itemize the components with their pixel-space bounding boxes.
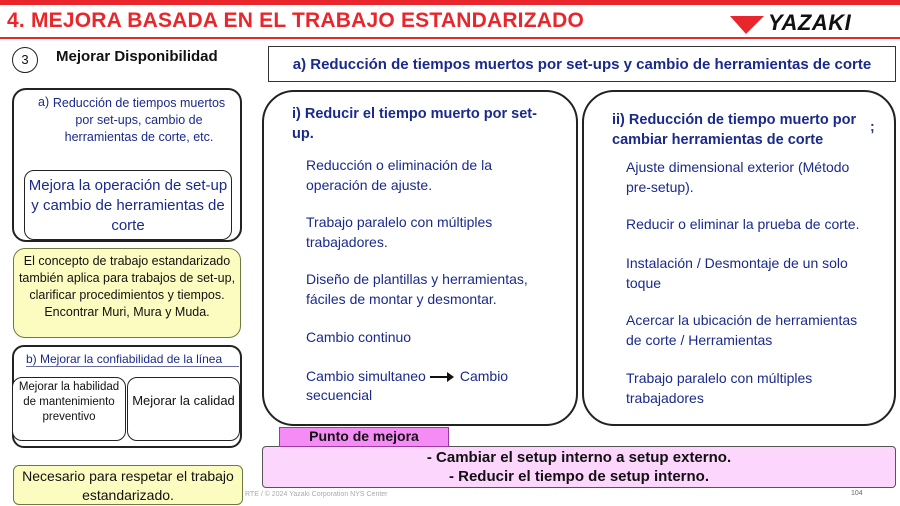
setup-improvement-box: Mejora la operación de set-up y cambio de herramientas de corte <box>24 170 232 240</box>
item-b-underline <box>26 366 239 367</box>
top-accent-bar <box>0 0 900 5</box>
arrow-right-icon <box>430 372 454 382</box>
page-title: 4. MEJORA BASADA EN EL TRABAJO ESTANDARIZADO <box>7 9 585 32</box>
improvement-line-2: - Reducir el tiempo de setup interno. <box>448 468 710 485</box>
logo-text: YAZAKI <box>768 10 852 35</box>
section-number: 3 <box>12 47 38 73</box>
setup-item-5-tail: secuencial <box>306 387 373 403</box>
setup-item-4: Cambio continuo <box>306 329 412 345</box>
cutting-item-2: Reducir o eliminar la prueba de corte. <box>626 216 860 232</box>
improvement-label: Punto de mejora <box>279 427 449 447</box>
setup-item-3: Diseño de plantillas y herramientas, fáciles de montar y desmontar. <box>306 271 528 307</box>
setup-item-1: Reducción o eliminación de la operación de ajuste. <box>306 157 492 193</box>
yazaki-logo-mark <box>730 16 764 34</box>
setup-item-5-from: Cambio simultaneo <box>306 368 426 384</box>
improvement-line-1: - Cambiar el setup interno a setup externo. <box>426 449 732 466</box>
panel-setup-heading: i) Reducir el tiempo muerto por set-up. <box>292 106 537 142</box>
page-number: 104 <box>851 490 863 497</box>
cutting-item-3: Instalación / Desmontaje de un solo toque <box>626 255 848 291</box>
setup-item-2: Trabajo paralelo con múltiples trabajadores. <box>306 214 493 250</box>
cutting-item-5: Trabajo paralelo con múltiples trabajadores <box>626 370 813 406</box>
header-divider <box>0 37 900 39</box>
topic-banner: a) Reducción de tiempos muertos por set-ups y cambio de herramientas de corte <box>268 46 896 82</box>
cutting-item-1: Ajuste dimensional exterior (Método pre-setup). <box>626 159 850 195</box>
footer-copyright: RTE / © 2024 Yazaki Corporation NYS Center <box>245 491 388 498</box>
standard-work-note: El concepto de trabajo estandarizado también aplica para trabajos de set-up, clarificar procedimientos y tiempos. Encontrar Muri, Mura y Muda. <box>13 248 241 338</box>
panel-cutting-heading: ii) Reducción de tiempo muerto por cambiar herramientas de corte <box>612 112 857 148</box>
quality-box: Mejorar la calidad <box>127 377 240 441</box>
respect-standard-note: Necesario para respetar el trabajo estandarizado. <box>13 465 243 505</box>
section-title: Mejorar Disponibilidad <box>56 48 218 65</box>
maintenance-box: Mejorar la habilidad de mantenimiento preventivo <box>12 377 126 441</box>
setup-item-5 <box>306 366 566 386</box>
heading-mark: ; <box>870 118 875 134</box>
setup-item-5-to: Cambio <box>459 368 509 384</box>
improvement-box <box>262 446 896 488</box>
item-b-title: b) Mejorar la confiabilidad de la línea <box>26 352 223 366</box>
cutting-item-4: Acercar la ubicación de herramientas de corte / Herramientas <box>626 312 858 348</box>
item-a-letter: a) <box>38 95 50 109</box>
item-a-text: Reducción de tiempos muertos por set-ups, cambio de herramientas de corte, etc. <box>52 96 226 144</box>
